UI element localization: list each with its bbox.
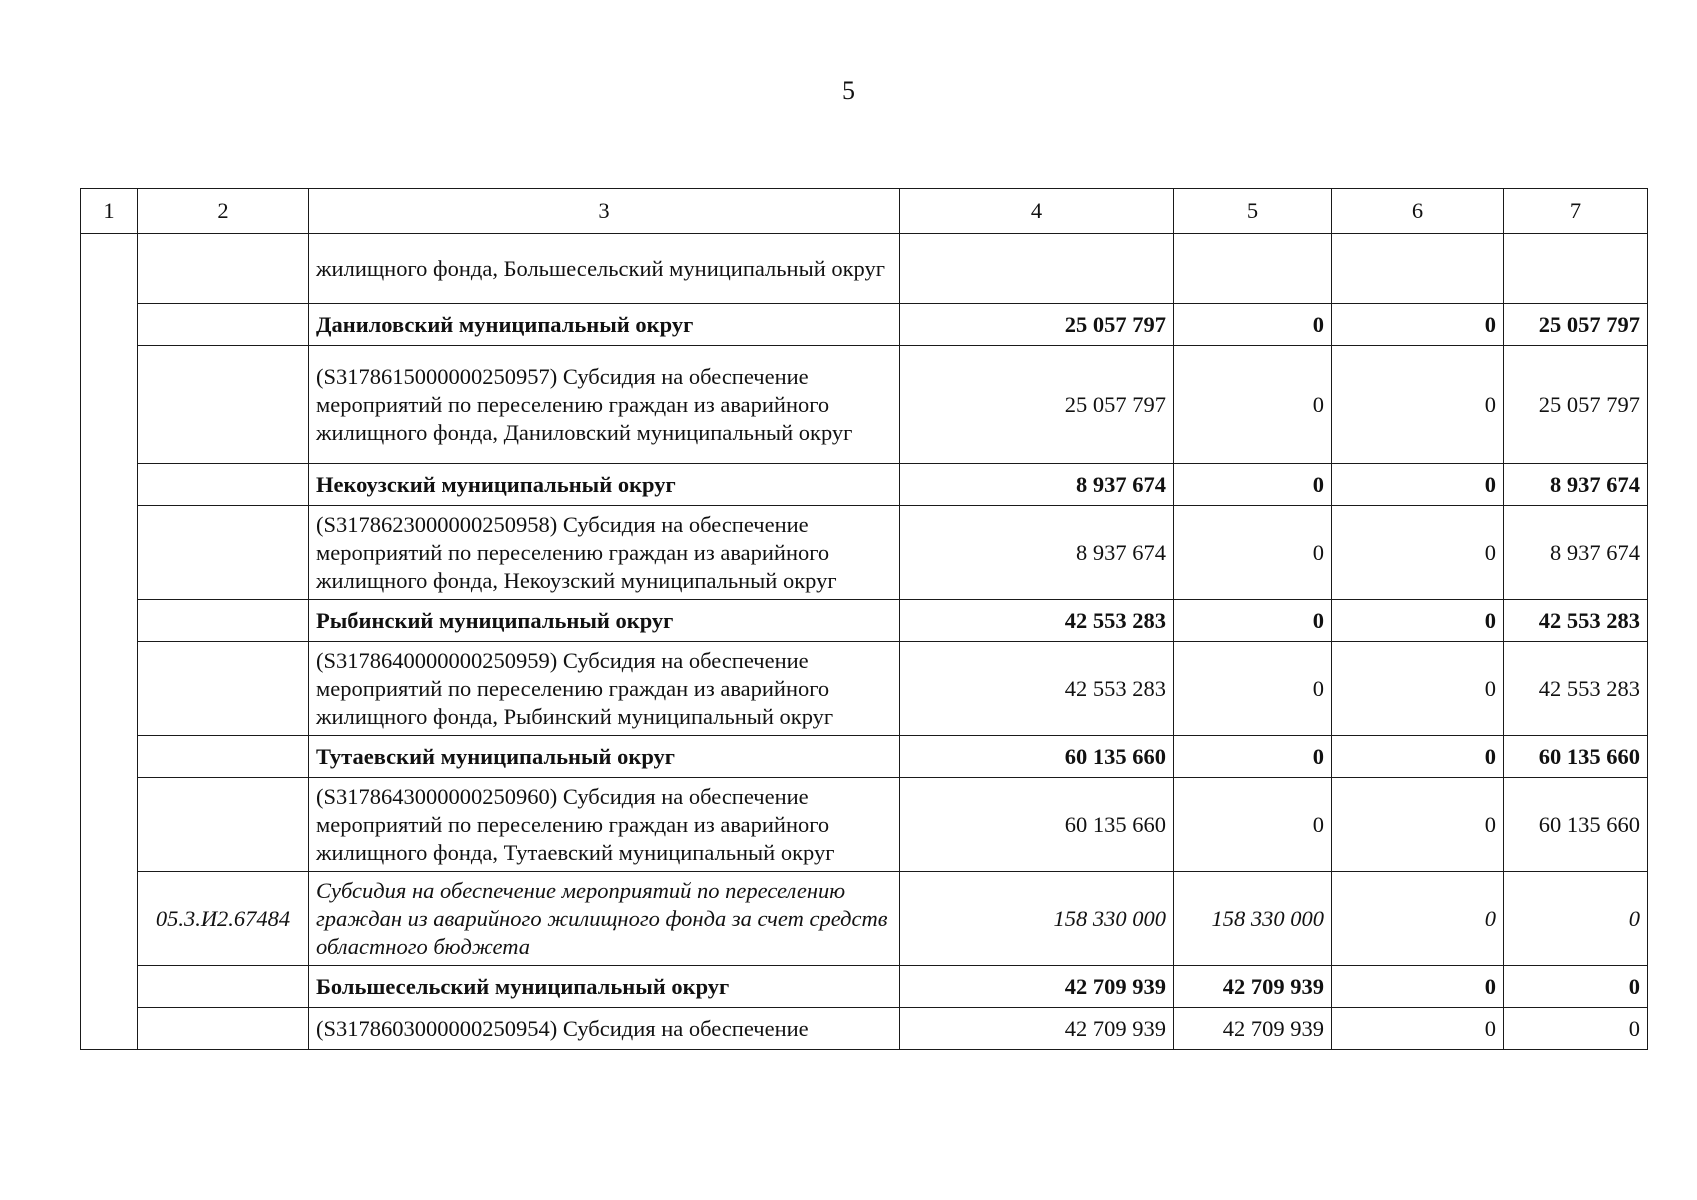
code-cell <box>138 778 309 872</box>
header-col-5: 5 <box>1174 189 1332 234</box>
col-5-value: 0 <box>1174 600 1332 642</box>
col-4-value: 25 057 797 <box>900 304 1174 346</box>
code-cell <box>138 464 309 506</box>
col-6-value: 0 <box>1332 464 1504 506</box>
col-7-value: 60 135 660 <box>1504 736 1648 778</box>
name-cell: (S3178603000000250954) Субсидия на обеспечение <box>309 1008 900 1050</box>
page-number: 5 <box>842 76 855 105</box>
col-4-value: 42 709 939 <box>900 1008 1174 1050</box>
name-cell: Некоузский муниципальный округ <box>309 464 900 506</box>
col-6-value: 0 <box>1332 346 1504 464</box>
col-7-value: 0 <box>1504 966 1648 1008</box>
table-row <box>81 966 1648 1008</box>
col-7-value: 0 <box>1504 1008 1648 1050</box>
col-4-value: 42 553 283 <box>900 600 1174 642</box>
col-7-value: 8 937 674 <box>1504 464 1648 506</box>
col-5-value: 0 <box>1174 736 1332 778</box>
table-row <box>81 506 1648 600</box>
col-7-value <box>1504 234 1648 304</box>
col-4-value: 8 937 674 <box>900 464 1174 506</box>
col-4-value: 8 937 674 <box>900 506 1174 600</box>
name-cell: Даниловский муниципальный округ <box>309 304 900 346</box>
col-6-value: 0 <box>1332 304 1504 346</box>
col-4-value: 42 553 283 <box>900 642 1174 736</box>
col-4-value: 60 135 660 <box>900 736 1174 778</box>
col-5-value: 0 <box>1174 778 1332 872</box>
name-cell: Тутаевский муниципальный округ <box>309 736 900 778</box>
code-cell <box>138 346 309 464</box>
col-7-value: 25 057 797 <box>1504 346 1648 464</box>
col-6-value <box>1332 234 1504 304</box>
col-5-value: 158 330 000 <box>1174 872 1332 966</box>
col-4-value: 158 330 000 <box>900 872 1174 966</box>
table-row <box>81 1008 1648 1050</box>
col-5-value: 0 <box>1174 346 1332 464</box>
name-cell: (S3178643000000250960) Субсидия на обеспечение мероприятий по переселению граждан из аварийного жилищного фонда, Тутаевский муниципальный округ <box>309 778 900 872</box>
name-cell: Рыбинский муниципальный округ <box>309 600 900 642</box>
code-cell: 05.3.И2.67484 <box>138 872 309 966</box>
col-6-value: 0 <box>1332 736 1504 778</box>
code-cell <box>138 642 309 736</box>
header-row <box>81 189 1648 234</box>
table-row <box>81 736 1648 778</box>
col-7-value: 8 937 674 <box>1504 506 1648 600</box>
table-row <box>81 642 1648 736</box>
table-row <box>81 304 1648 346</box>
col-5-value: 42 709 939 <box>1174 1008 1332 1050</box>
name-cell: Субсидия на обеспечение мероприятий по переселению граждан из аварийного жилищного фонда за счет средств областного бюджета <box>309 872 900 966</box>
code-cell <box>138 506 309 600</box>
col-5-value: 42 709 939 <box>1174 966 1332 1008</box>
header-col-1: 1 <box>81 189 138 234</box>
code-cell <box>138 1008 309 1050</box>
table-row <box>81 464 1648 506</box>
name-cell: Большесельский муниципальный округ <box>309 966 900 1008</box>
merged-col-1-cell <box>81 234 138 1050</box>
table-body <box>81 234 1648 1050</box>
col-6-value: 0 <box>1332 600 1504 642</box>
col-7-value: 42 553 283 <box>1504 600 1648 642</box>
table-row <box>81 600 1648 642</box>
name-cell: (S3178615000000250957) Субсидия на обеспечение мероприятий по переселению граждан из аварийного жилищного фонда, Даниловский муниципальный округ <box>309 346 900 464</box>
col-4-value: 25 057 797 <box>900 346 1174 464</box>
table-row <box>81 346 1648 464</box>
col-7-value: 60 135 660 <box>1504 778 1648 872</box>
table-row <box>81 872 1648 966</box>
col-4-value: 42 709 939 <box>900 966 1174 1008</box>
header-col-4: 4 <box>900 189 1174 234</box>
code-cell <box>138 234 309 304</box>
header-col-3: 3 <box>309 189 900 234</box>
header-col-6: 6 <box>1332 189 1504 234</box>
code-cell <box>138 736 309 778</box>
code-cell <box>138 600 309 642</box>
col-6-value: 0 <box>1332 642 1504 736</box>
name-cell: (S3178640000000250959) Субсидия на обеспечение мероприятий по переселению граждан из аварийного жилищного фонда, Рыбинский муниципальный округ <box>309 642 900 736</box>
budget-table <box>80 188 1648 1050</box>
col-7-value: 42 553 283 <box>1504 642 1648 736</box>
col-5-value: 0 <box>1174 464 1332 506</box>
col-4-value <box>900 234 1174 304</box>
code-cell <box>138 304 309 346</box>
table-row <box>81 234 1648 304</box>
col-6-value: 0 <box>1332 778 1504 872</box>
table-row <box>81 778 1648 872</box>
name-cell: (S3178623000000250958) Субсидия на обеспечение мероприятий по переселению граждан из аварийного жилищного фонда, Некоузский муниципальный округ <box>309 506 900 600</box>
col-6-value: 0 <box>1332 1008 1504 1050</box>
col-5-value <box>1174 234 1332 304</box>
name-cell: жилищного фонда, Большесельский муниципальный округ <box>309 234 900 304</box>
col-5-value: 0 <box>1174 642 1332 736</box>
col-6-value: 0 <box>1332 506 1504 600</box>
code-cell <box>138 966 309 1008</box>
col-6-value: 0 <box>1332 872 1504 966</box>
header-col-7: 7 <box>1504 189 1648 234</box>
header-col-2: 2 <box>138 189 309 234</box>
col-6-value: 0 <box>1332 966 1504 1008</box>
col-4-value: 60 135 660 <box>900 778 1174 872</box>
col-7-value: 0 <box>1504 872 1648 966</box>
col-7-value: 25 057 797 <box>1504 304 1648 346</box>
col-5-value: 0 <box>1174 506 1332 600</box>
col-5-value: 0 <box>1174 304 1332 346</box>
